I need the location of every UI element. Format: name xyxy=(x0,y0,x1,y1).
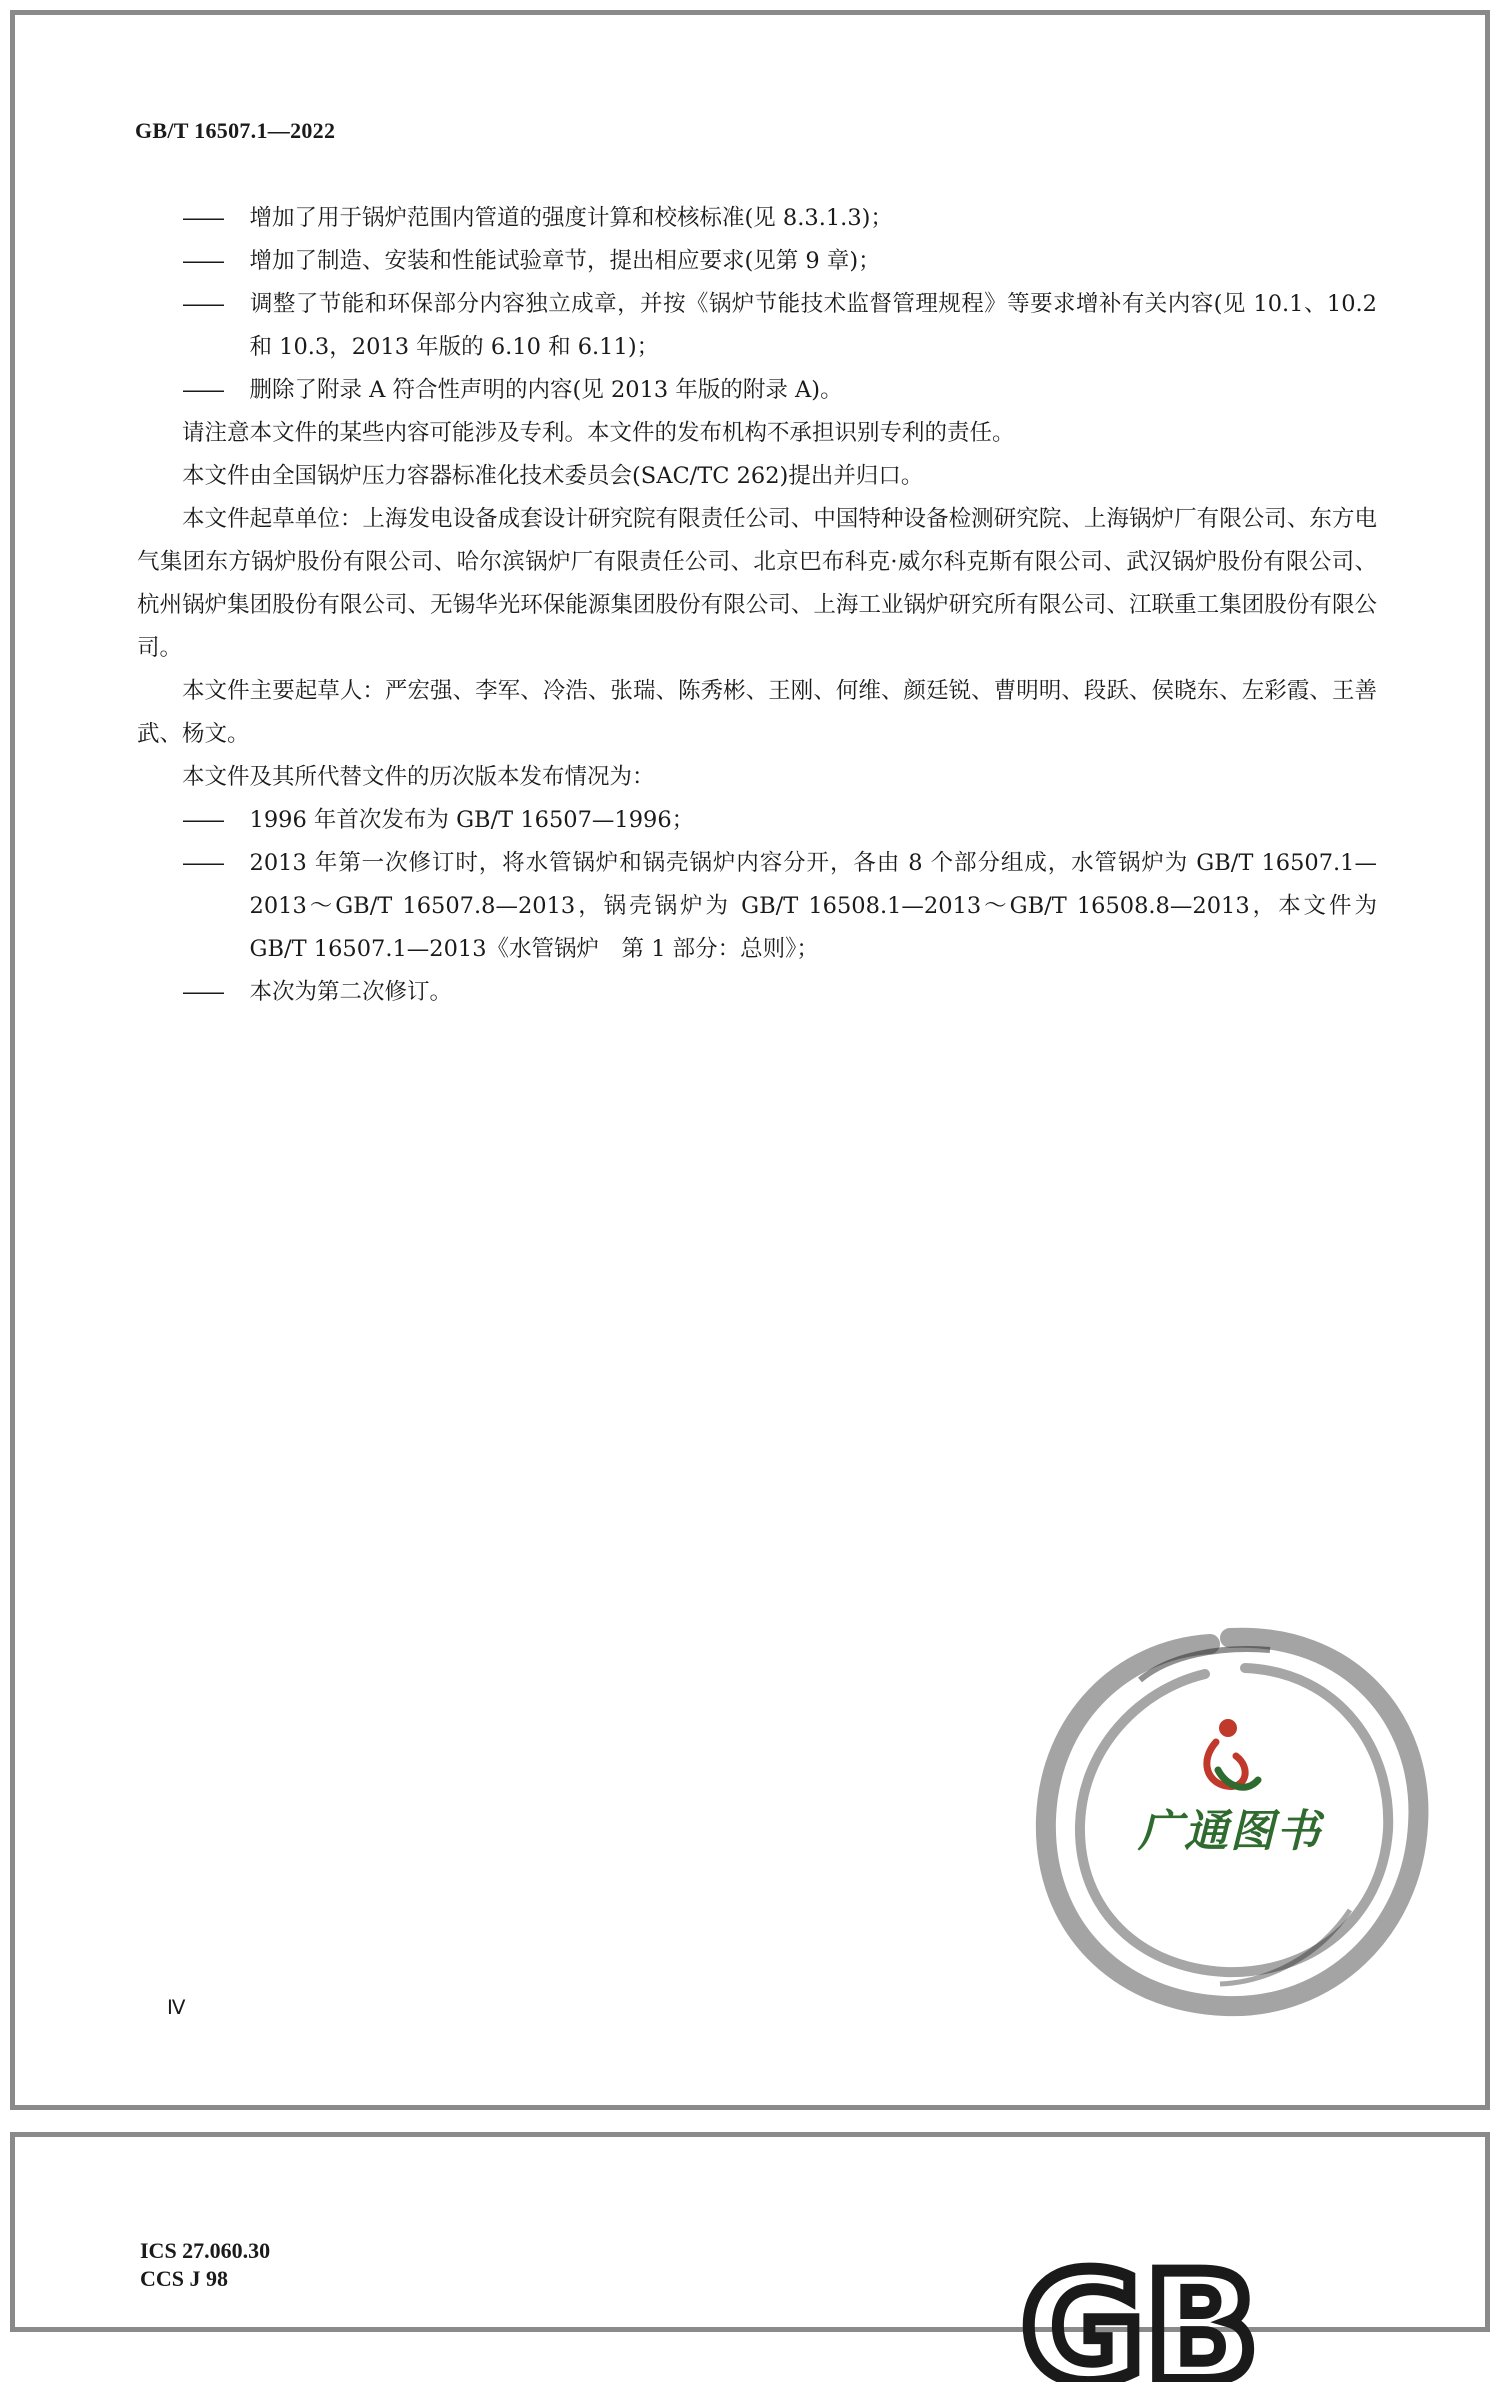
document-page-iv xyxy=(10,10,1490,2110)
gb-logo-text: GB xyxy=(1021,2262,1259,2382)
list-item-text: 增加了制造、安装和性能试验章节，提出相应要求(见第 9 章)； xyxy=(249,248,881,274)
list-item xyxy=(182,971,1377,1014)
list-dash: —— xyxy=(182,377,223,403)
list-item-text: 删除了附录 A 符合性声明的内容(见 2013 年版的附录 A)。 xyxy=(249,377,843,403)
ccs-code: CCS J 98 xyxy=(140,2266,229,2291)
list-item-text: 增加了用于锅炉范围内管道的强度计算和校核标准(见 8.3.1.3)； xyxy=(249,205,893,231)
ics-code: ICS 27.060.30 xyxy=(140,2238,271,2263)
standard-number-header: GB/T 16507.1—2022 xyxy=(135,118,336,143)
list-dash: —— xyxy=(182,291,223,317)
gb-logo-icon xyxy=(990,2262,1290,2382)
publisher-seal xyxy=(1020,1610,1440,2030)
list-item xyxy=(182,197,1377,240)
paragraph: 本文件起草单位：上海发电设备成套设计研究院有限责任公司、中国特种设备检测研究院、上海锅炉厂有限公司、东方电气集团东方锅炉股份有限公司、哈尔滨锅炉厂有限责任公司、北京巴布科克·威尔科克斯有限公司、武汉锅炉股份有限公司、杭州锅炉集团股份有限公司、无锡华光环保能源集团股份有限公司、上海工业锅炉研究所有限公司、江联重工集团股份有限公司。 xyxy=(137,506,1377,661)
list-item xyxy=(182,369,1377,412)
paragraph: 本文件主要起草人：严宏强、李军、冷浩、张瑞、陈秀彬、王刚、何维、颜廷锐、曹明明、段跃、侯晓东、左彩霞、王善武、杨文。 xyxy=(137,678,1377,747)
list-item-text: 1996 年首次发布为 GB/T 16507—1996； xyxy=(249,807,695,833)
page-number: Ⅳ xyxy=(167,1997,186,2019)
list-dash: —— xyxy=(182,850,223,876)
foreword-body xyxy=(137,197,1377,1014)
list-item-text: 2013 年第一次修订时，将水管锅炉和锅壳锅炉内容分开，各由 8 个部分组成，水管锅炉为 GB/T 16507.1—2013～GB/T 16507.8—2013，锅壳锅炉为 GB/T 16508.1—2013～GB/T 16508.8—2013，本文件为 GB/T 16507.1—2013《水管锅炉 第 1 部分：总则》； xyxy=(249,850,1377,962)
seal-emblem-icon xyxy=(1207,1719,1258,1787)
list-dash: —— xyxy=(182,807,223,833)
list-dash: —— xyxy=(182,205,223,231)
list-item xyxy=(182,240,1377,283)
list-item xyxy=(182,842,1377,971)
list-item-text: 本次为第二次修订。 xyxy=(249,979,453,1005)
cover-page xyxy=(10,2132,1490,2382)
paragraph: 请注意本文件的某些内容可能涉及专利。本文件的发布机构不承担识别专利的责任。 xyxy=(182,420,1015,446)
list-item xyxy=(182,799,1377,842)
list-dash: —— xyxy=(182,979,223,1005)
classification-codes xyxy=(140,2237,270,2293)
seal-text: 广通图书 xyxy=(1138,1806,1322,1857)
list-item-text: 调整了节能和环保部分内容独立成章，并按《锅炉节能技术监督管理规程》等要求增补有关内容(见 10.1、10.2 和 10.3，2013 年版的 6.10 和 6.11)； xyxy=(249,291,1377,360)
list-item xyxy=(182,283,1377,369)
list-dash: —— xyxy=(182,248,223,274)
paragraph: 本文件由全国锅炉压力容器标准化技术委员会(SAC/TC 262)提出并归口。 xyxy=(182,463,924,489)
paragraph: 本文件及其所代替文件的历次版本发布情况为： xyxy=(182,764,655,790)
